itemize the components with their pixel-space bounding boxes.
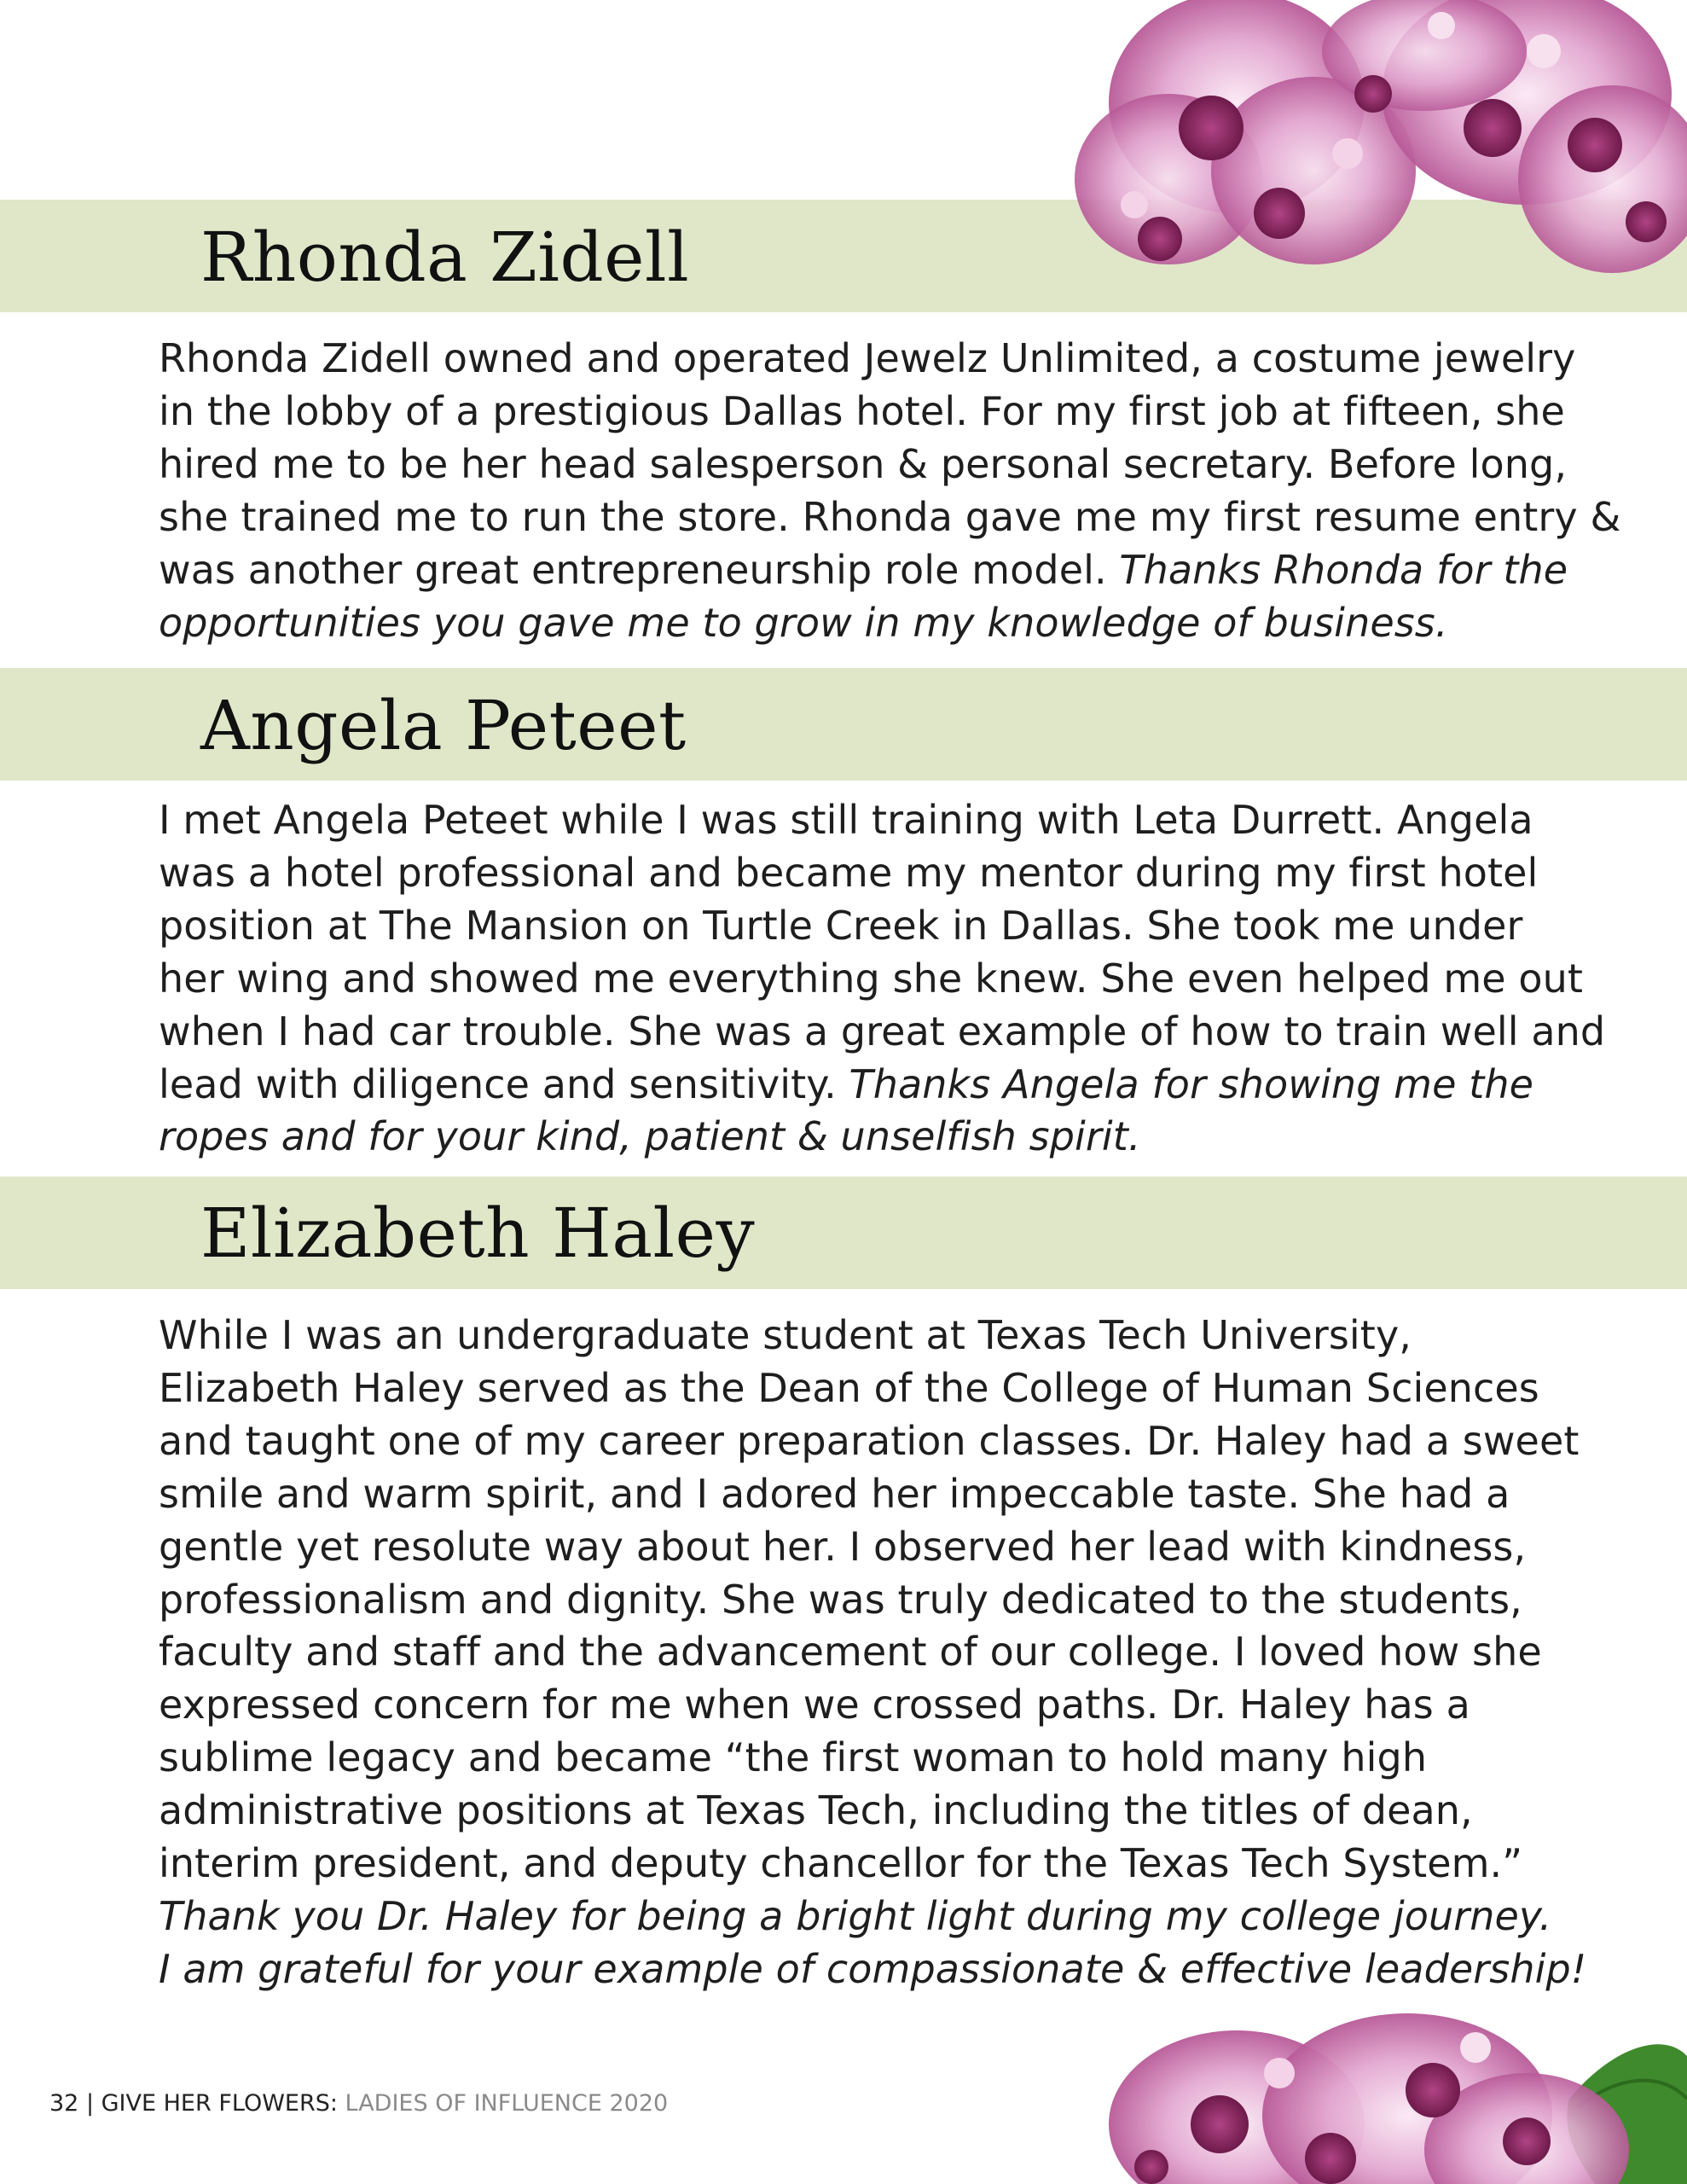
section-heading: Rhonda Zidell (200, 218, 690, 297)
body-line: hired me to be her head salesperson & personal secretary. Before long, (159, 440, 1568, 487)
section-body (159, 1310, 1600, 1996)
body-line: her wing and showed me everything she knew. She even helped me out (159, 955, 1584, 1002)
footer-separator: | (78, 2090, 101, 2117)
section-body (159, 333, 1621, 649)
page-footer (49, 2090, 668, 2117)
body-line: expressed concern for me when we crossed paths. Dr. Haley has a (159, 1682, 1470, 1728)
body-line: when I had car trouble. She was a great example of how to train well and (159, 1008, 1606, 1054)
body-line: faculty and staff and the advancement of our college. I loved how she (159, 1629, 1542, 1676)
thanks-text: Thank you Dr. Haley for being a bright light during my college journey. (159, 1892, 1552, 1939)
body-line: smile and warm spirit, and I adored her impeccable taste. She had a (159, 1470, 1510, 1517)
body-line: I met Angela Peteet while I was still training with Leta Durrett. Angela (159, 797, 1533, 843)
body-line: Elizabeth Haley served as the Dean of the College of Human Sciences (159, 1364, 1539, 1411)
body-line: administrative positions at Texas Tech, including the titles of dean, (159, 1787, 1473, 1834)
body-line: was a hotel professional and became my mentor during my first hotel (159, 849, 1539, 896)
thanks-text: Thanks Angela for showing me the (849, 1060, 1533, 1107)
body-line: interim president, and deputy chancellor for the Texas Tech System.” (159, 1840, 1523, 1887)
section-heading: Elizabeth Haley (200, 1194, 756, 1273)
body-line-text: was another great entrepreneurship role model. (159, 546, 1120, 593)
thanks-text: I am grateful for your example of compassionate & effective leadership! (159, 1945, 1587, 1992)
body-line: professionalism and dignity. She was truly dedicated to the students, (159, 1576, 1522, 1623)
body-line: Rhonda Zidell owned and operated Jewelz Unlimited, a costume jewelry (159, 335, 1576, 381)
thanks-text: opportunities you gave me to grow in my knowledge of business. (159, 599, 1448, 646)
body-line: in the lobby of a prestigious Dallas hotel. For my first job at fifteen, she (159, 387, 1565, 434)
body-line: she trained me to run the store. Rhonda gave me my first resume entry & (159, 493, 1621, 540)
body-line-text: lead with diligence and sensitivity. (159, 1060, 849, 1107)
thanks-text: ropes and for your kind, patient & unselfish spirit. (159, 1113, 1141, 1160)
publication-title: GIVE HER FLOWERS: (101, 2090, 338, 2117)
section-body (159, 794, 1606, 1164)
thanks-text: Thanks Rhonda for the (1119, 546, 1568, 593)
body-line (159, 1059, 1600, 1112)
body-line: position at The Mansion on Turtle Creek in Dallas. She took me under (159, 902, 1523, 949)
page-number: 32 (49, 2090, 79, 2117)
body-line: While I was an undergraduate student at Texas Tech University, (159, 1312, 1412, 1358)
lilac-flowers-bottom-image (1049, 1996, 1687, 2184)
section-heading: Angela Peteet (200, 686, 687, 765)
publication-subtitle: LADIES OF INFLUENCE 2020 (337, 2090, 669, 2117)
body-line (159, 544, 1600, 597)
body-line: gentle yet resolute way about her. I observed her lead with kindness, (159, 1523, 1527, 1570)
body-line: and taught one of my career preparation classes. Dr. Haley had a sweet (159, 1417, 1580, 1464)
body-line: sublime legacy and became “the first woman to hold many high (159, 1734, 1428, 1781)
